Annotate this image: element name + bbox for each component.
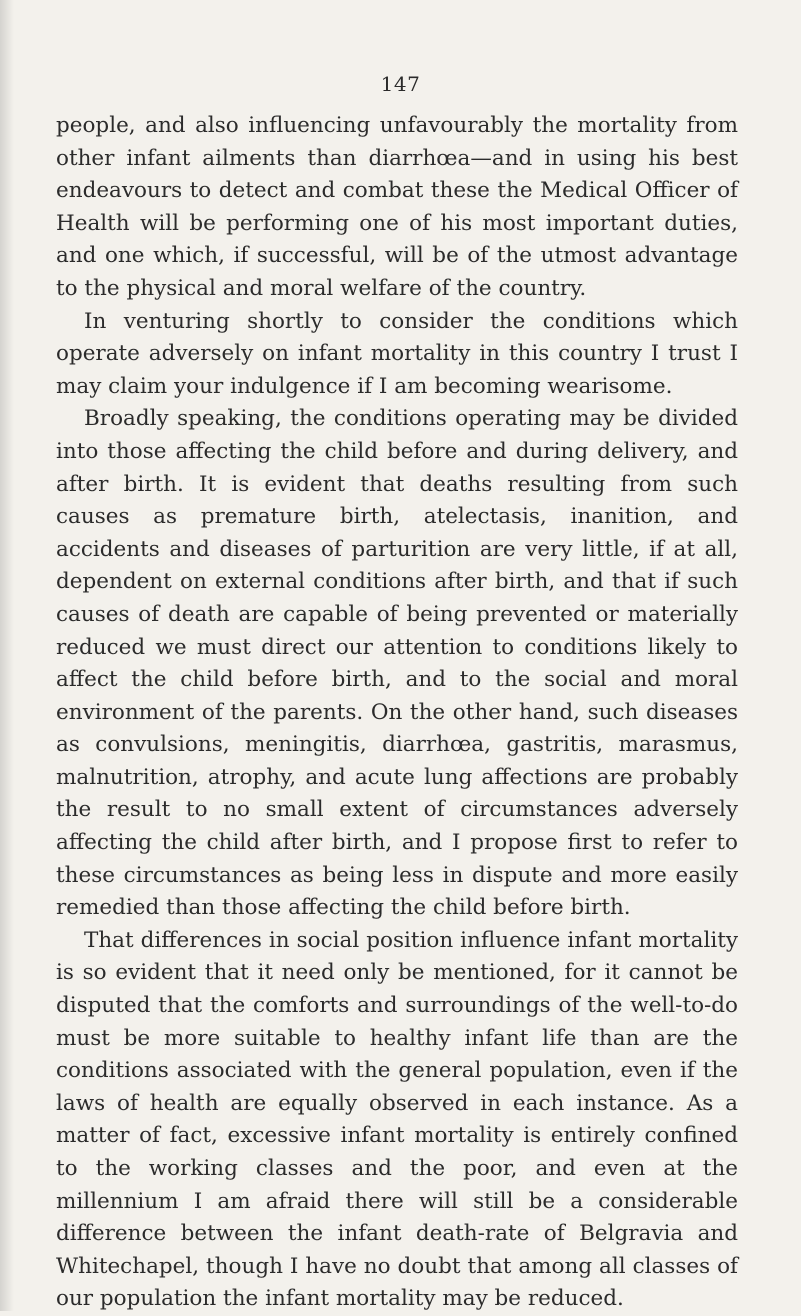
paragraph-2: In venturing shortly to consider the conditions which operate adversely on infant mortality in this country I trust I may claim your indulgence if I am becoming wearisome.	[56, 308, 738, 399]
paragraph-1: people, and also influencing unfavourably the mortality from other infant ailments than diarrhœa—and in using his best endeavours to detect and combat these the Medical Officer of Health will be performing one of his most important duties, and one which, if successful, will be of the utmost advantage to the physical and moral welfare of the country.	[56, 113, 738, 301]
body-text	[56, 110, 738, 1316]
paragraph-4: That differences in social position influence infant mortality is so evident that it need only be mentioned, for it cannot be disputed that the comforts and surroundings of the well-to-do must be more suitable to healthy infant life than are the conditions associated with the general population, even if the laws of health are equally observed in each instance. As a matter of fact, excessive infant mortality is entirely confined to the working classes and the poor, and even at the millennium I am afraid there will still be a considerable difference between the infant death-rate of Belgravia and Whitechapel, though I have no doubt that among all classes of our population the infant mortality may be reduced.	[56, 927, 738, 1312]
page-number: 147	[380, 72, 421, 96]
paragraph-3: Broadly speaking, the conditions operating may be divided into those affecting the child before and during delivery, and after birth. It is evident that deaths resulting from such causes as premature birth, atelectasis, inanition, and accidents and diseases of parturition are very little, if at all, dependent on external conditions after birth, and that if such causes of death are capable of being prevented or materially reduced we must direct our attention to conditions likely to affect the child before birth, and to the social and moral environment of the parents. On the other hand, such diseases as convulsions, meningitis, diarrhœa, gastritis, marasmus, malnutrition, atrophy, and acute lung affections are probably the result to no small extent of circumstances adversely affecting the child after birth, and I propose first to refer to these circumstances as being less in dispute and more easily remedied than those affecting the child before birth.	[56, 406, 738, 921]
page-edge-shadow	[0, 0, 14, 1311]
